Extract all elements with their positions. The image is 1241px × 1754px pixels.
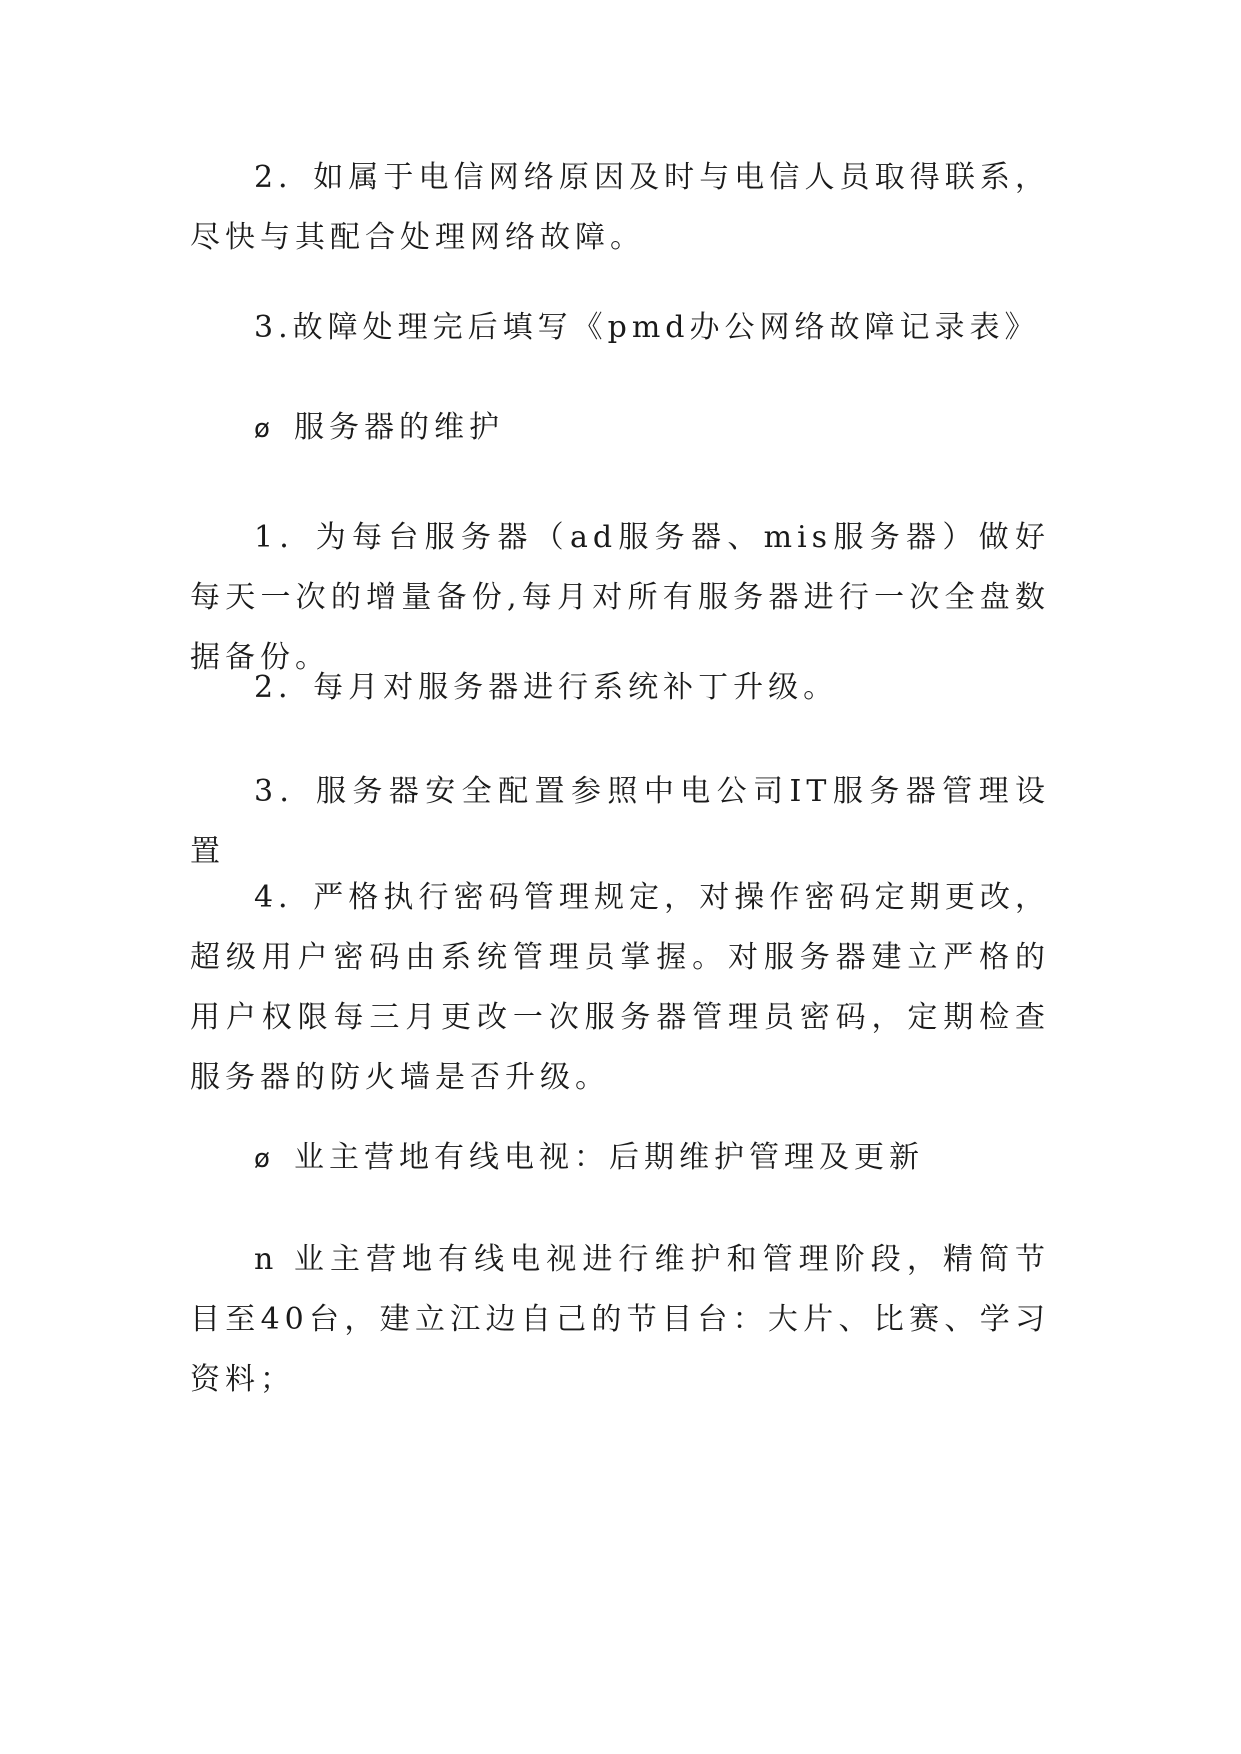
paragraph-fault-record: 3.故障处理完后填写《pmd办公网络故障记录表》	[254, 310, 1040, 345]
heading-server-maintenance	[254, 398, 1050, 459]
bullet-icon: ø	[254, 1144, 270, 1174]
heading-cable-tv-text: 业主营地有线电视：后期维护管理及更新	[294, 1140, 924, 1175]
heading-server-maintenance-text: 服务器的维护	[294, 410, 504, 445]
paragraph-server-backup: 1．为每台服务器（ad服务器、mis服务器）做好每天一次的增量备份,每月对所有服务器进行一次全盘数据备份。	[190, 520, 1050, 675]
paragraph-server-security-config: 3．服务器安全配置参照中电公司IT服务器管理设置	[190, 774, 1050, 869]
heading-cable-tv	[254, 1128, 1050, 1189]
paragraph-network-fault-telecom: 2．如属于电信网络原因及时与电信人员取得联系，尽快与其配合处理网络故障。	[190, 160, 1050, 255]
paragraph-server-patch: 2．每月对服务器进行系统补丁升级。	[254, 670, 839, 705]
paragraph-cable-tv-maintenance: n 业主营地有线电视进行维护和管理阶段，精简节目至40台，建立江边自己的节目台：大片、比赛、学习资料；	[190, 1242, 1050, 1397]
bullet-icon: ø	[254, 414, 270, 444]
paragraph-password-policy: 4．严格执行密码管理规定，对操作密码定期更改，超级用户密码由系统管理员掌握。对服务器建立严格的用户权限每三月更改一次服务器管理员密码，定期检查服务器的防火墙是否升级。	[190, 880, 1050, 1095]
